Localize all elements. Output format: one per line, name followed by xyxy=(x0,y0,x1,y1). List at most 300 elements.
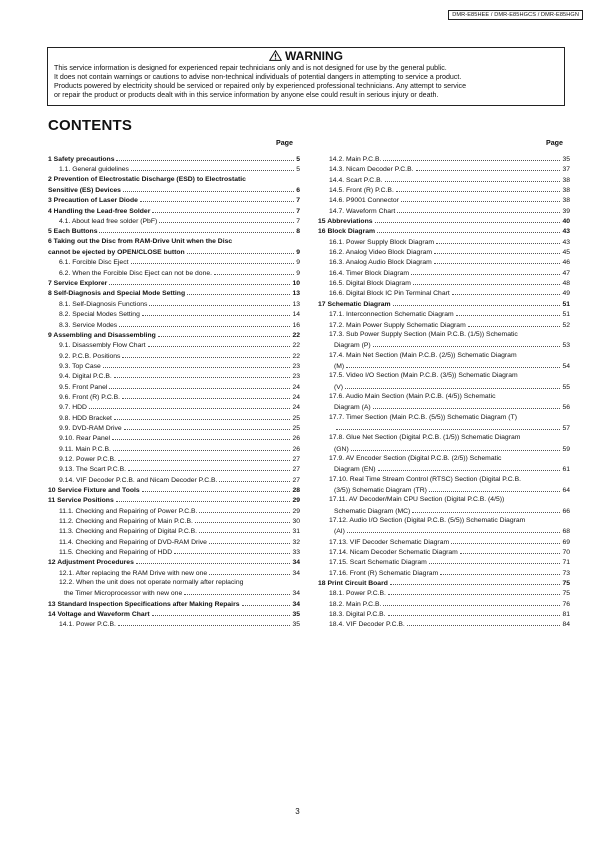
toc-dot-leader xyxy=(116,154,294,161)
toc-dot-leader xyxy=(103,361,291,368)
toc-entry-title: 9.1. Disassembly Flow Chart xyxy=(59,342,146,350)
toc-entry[interactable] xyxy=(318,485,570,495)
toc-entry[interactable] xyxy=(318,413,570,423)
toc-entry-page: 30 xyxy=(292,518,300,526)
toc-dot-leader xyxy=(396,185,561,192)
toc-entry-page: 5 xyxy=(296,166,300,174)
toc-entry[interactable] xyxy=(48,485,300,495)
page-column-label-left: Page xyxy=(276,139,293,147)
toc-entry[interactable] xyxy=(48,444,300,454)
toc-entry-page: 34 xyxy=(292,600,300,608)
toc-entry[interactable] xyxy=(318,454,570,464)
toc-dot-leader xyxy=(124,423,291,430)
toc-entry[interactable] xyxy=(48,257,300,267)
toc-dot-leader xyxy=(142,309,291,316)
toc-entry[interactable] xyxy=(318,206,570,216)
toc-dot-leader xyxy=(209,568,290,575)
toc-entry-title: 18.3. Digital P.C.B. xyxy=(329,611,386,619)
toc-entry-title: 11.5. Checking and Repairing of HDD xyxy=(59,549,173,557)
toc-entry[interactable] xyxy=(318,537,570,547)
toc-entry[interactable] xyxy=(318,154,570,164)
toc-entry-page: 66 xyxy=(562,507,570,515)
toc-dot-leader xyxy=(452,288,561,295)
toc-entry-page: 9 xyxy=(296,249,300,257)
toc-dot-leader xyxy=(385,175,561,182)
toc-entry-page: 13 xyxy=(292,290,300,298)
toc-entry[interactable] xyxy=(48,599,300,609)
toc-entry-title: 17.9. AV Encoder Section (Digital P.C.B. (2/5)) Schematic xyxy=(329,454,502,462)
contents-title: CONTENTS xyxy=(48,117,133,134)
toc-dot-leader xyxy=(434,257,561,264)
toc-entry-page: 55 xyxy=(562,383,570,391)
toc-entry-page: 51 xyxy=(562,300,570,308)
toc-entry-page: 38 xyxy=(562,197,570,205)
toc-entry-title: 17.15. Scart Schematic Diagram xyxy=(329,559,427,567)
toc-entry[interactable] xyxy=(318,506,570,516)
toc-dot-leader xyxy=(118,454,291,461)
toc-entry[interactable] xyxy=(318,268,570,278)
toc-entry-title: 9.6. Front (R) P.C.B. xyxy=(59,393,121,401)
toc-entry-title: 2 Prevention of Electrostatic Discharge (ESD) to Electrostatic xyxy=(48,175,246,183)
toc-entry-title: 1.1. General guidelines xyxy=(59,166,129,174)
toc-dot-leader xyxy=(351,444,561,451)
toc-entry-title: 11 Service Positions xyxy=(48,497,114,505)
toc-entry[interactable] xyxy=(318,299,570,309)
toc-column-left xyxy=(48,154,300,630)
toc-entry[interactable] xyxy=(318,340,570,350)
toc-entry-page: 16 xyxy=(292,321,300,329)
toc-dot-leader xyxy=(248,175,298,181)
toc-entry-title: 8.2. Special Modes Setting xyxy=(59,311,140,319)
toc-entry-page: 22 xyxy=(292,331,300,339)
toc-entry-page: 76 xyxy=(562,600,570,608)
toc-entry-page: 57 xyxy=(562,424,570,432)
toc-dot-leader xyxy=(140,195,294,202)
toc-entry[interactable] xyxy=(48,371,300,381)
toc-dot-leader xyxy=(383,154,560,161)
toc-entry-title: 7 Service Explorer xyxy=(48,280,108,288)
toc-entry[interactable] xyxy=(318,288,570,298)
toc-entry-title: 6.1. Forcible Disc Eject xyxy=(59,259,129,267)
toc-entry-title: 9.2. P.C.B. Positions xyxy=(59,352,121,360)
toc-entry-page: 24 xyxy=(292,393,300,401)
toc-entry-title: 17.6. Audio Main Section (Main P.C.B. (4/5)) Schematic xyxy=(329,392,496,400)
toc-dot-leader xyxy=(393,299,561,306)
toc-dot-leader xyxy=(116,495,291,502)
toc-entry-title: 12 Adjustment Procedures xyxy=(48,559,134,567)
toc-dot-leader xyxy=(497,392,568,398)
toc-dot-leader xyxy=(522,433,568,439)
toc-entry-page: 54 xyxy=(562,362,570,370)
toc-entry[interactable] xyxy=(318,444,570,454)
toc-entry-title: 18.2. Main P.C.B. xyxy=(329,600,382,608)
toc-entry-page: 7 xyxy=(296,207,300,215)
toc-entry-page: 73 xyxy=(562,569,570,577)
toc-entry[interactable] xyxy=(318,278,570,288)
toc-entry[interactable] xyxy=(318,526,570,536)
toc-entry[interactable] xyxy=(318,516,570,526)
toc-entry[interactable] xyxy=(48,454,300,464)
toc-entry-page: 47 xyxy=(562,269,570,277)
toc-dot-leader xyxy=(114,371,291,378)
toc-entry[interactable] xyxy=(318,330,570,340)
toc-entry-title: 14.4. Scart P.C.B. xyxy=(329,176,383,184)
toc-entry-page: 81 xyxy=(562,611,570,619)
toc-entry[interactable] xyxy=(48,268,300,278)
toc-entry-page: 35 xyxy=(292,621,300,629)
toc-entry-page: 24 xyxy=(292,404,300,412)
toc-entry-page: 10 xyxy=(292,280,300,288)
toc-entry[interactable] xyxy=(48,175,300,185)
toc-entry[interactable] xyxy=(48,320,300,330)
toc-entry[interactable] xyxy=(318,495,570,505)
toc-entry-title: 8.3. Service Modes xyxy=(59,321,118,329)
toc-entry[interactable] xyxy=(48,216,300,226)
toc-entry-title: 9.8. HDD Bracket xyxy=(59,414,112,422)
toc-entry[interactable] xyxy=(48,309,300,319)
toc-entry[interactable] xyxy=(48,423,300,433)
toc-dot-leader xyxy=(506,495,568,501)
toc-entry[interactable] xyxy=(48,392,300,402)
toc-entry-page: 25 xyxy=(292,424,300,432)
toc-entry-page: 40 xyxy=(562,218,570,226)
toc-entry-page: 33 xyxy=(292,549,300,557)
toc-dot-leader xyxy=(122,392,290,399)
toc-entry[interactable] xyxy=(318,423,570,433)
toc-entry-page: 22 xyxy=(292,342,300,350)
toc-entry-page: 53 xyxy=(562,342,570,350)
toc-entry-page: 35 xyxy=(292,611,300,619)
toc-entry[interactable] xyxy=(318,371,570,381)
toc-entry[interactable] xyxy=(318,578,570,588)
toc-dot-leader xyxy=(184,588,290,595)
toc-entry[interactable] xyxy=(48,340,300,350)
toc-entry[interactable] xyxy=(48,568,300,578)
toc-entry[interactable] xyxy=(48,495,300,505)
toc-entry-page: 13 xyxy=(292,300,300,308)
toc-entry-page: 23 xyxy=(292,373,300,381)
toc-entry-page: 34 xyxy=(292,569,300,577)
toc-entry-title: 17.10. Real Time Stream Control (RTSC) Section (Digital P.C.B. xyxy=(329,475,522,483)
toc-entry[interactable] xyxy=(48,413,300,423)
toc-dot-leader xyxy=(434,247,560,254)
toc-entry-title: 9.3. Top Case xyxy=(59,362,101,370)
toc-entry-title: 14 Voltage and Waveform Chart xyxy=(48,611,150,619)
toc-entry[interactable] xyxy=(48,330,300,340)
toc-entry[interactable] xyxy=(48,588,300,598)
toc-entry-page: 35 xyxy=(562,156,570,163)
toc-entry-page: 45 xyxy=(562,249,570,257)
toc-entry[interactable] xyxy=(48,361,300,371)
toc-entry[interactable] xyxy=(48,278,300,288)
toc-entry-title: 17.12. Audio I/O Section (Digital P.C.B. (5/5)) Schematic Diagram xyxy=(329,517,526,525)
toc-entry[interactable] xyxy=(318,464,570,474)
toc-dot-leader xyxy=(148,340,291,347)
toc-entry-page: 24 xyxy=(292,383,300,391)
toc-dot-leader xyxy=(128,464,290,471)
toc-entry[interactable] xyxy=(318,568,570,578)
toc-entry[interactable] xyxy=(318,320,570,330)
toc-entry[interactable] xyxy=(48,433,300,443)
toc-entry-page: 75 xyxy=(562,580,570,588)
toc-entry-title: 17.14. Nicam Decoder Schematic Diagram xyxy=(329,549,458,557)
warning-line: Products powered by electricity should be serviced or repaired only by experienced professional technicians. Any attempt to service xyxy=(54,82,467,90)
toc-dot-leader xyxy=(109,278,290,285)
toc-entry-page: 29 xyxy=(292,497,300,505)
toc-dot-leader xyxy=(234,237,298,243)
toc-entry[interactable] xyxy=(48,164,300,174)
toc-entry-title: 8.1. Self-Diagnosis Functions xyxy=(59,300,148,308)
toc-entry-title: 17.3. Sub Power Supply Section (Main P.C.B. (1/5)) Schematic xyxy=(329,330,518,338)
toc-dot-leader xyxy=(131,164,294,171)
toc-entry-page: 56 xyxy=(562,404,570,412)
toc-entry-page: 39 xyxy=(562,207,570,215)
toc-entry-title: 4.1. About lead free solder (PbF) xyxy=(59,218,158,226)
toc-entry-title: 16.1. Power Supply Block Diagram xyxy=(329,238,435,246)
toc-entry[interactable] xyxy=(318,392,570,402)
toc-entry-title: 12.2. When the unit does not operate normally after replacing xyxy=(59,579,244,587)
toc-dot-leader xyxy=(345,382,560,389)
toc-entry[interactable] xyxy=(48,464,300,474)
toc-dot-leader xyxy=(119,320,290,327)
toc-entry-title: 9.14. VIF Decoder P.C.B. and Nicam Decoder P.C.B. xyxy=(59,476,218,484)
toc-dot-leader xyxy=(187,247,295,254)
toc-entry-title: 17.5. Video I/O Section (Main P.C.B. (3/5)) Schematic Diagram xyxy=(329,372,518,380)
toc-entry-page: 27 xyxy=(292,455,300,463)
toc-entry-title: cannot be ejected by OPEN/CLOSE button xyxy=(48,249,185,257)
toc-dot-leader xyxy=(390,578,561,585)
toc-entry[interactable] xyxy=(318,599,570,609)
toc-dot-leader xyxy=(245,578,298,584)
toc-entry[interactable] xyxy=(48,206,300,216)
warning-triangle-icon xyxy=(269,50,282,64)
toc-entry-title: 16.5. Digital Block Diagram xyxy=(329,280,411,288)
toc-entry[interactable] xyxy=(48,237,300,247)
toc-dot-leader xyxy=(451,537,560,544)
toc-dot-leader xyxy=(412,506,560,513)
toc-entry-page: 61 xyxy=(562,466,570,474)
toc-entry-page: 9 xyxy=(296,269,300,277)
toc-entry[interactable] xyxy=(318,382,570,392)
warning-heading xyxy=(54,50,558,64)
toc-entry[interactable] xyxy=(318,247,570,257)
toc-entry[interactable] xyxy=(318,309,570,319)
toc-dot-leader xyxy=(131,257,295,264)
toc-entry-page: 64 xyxy=(562,487,570,494)
toc-entry[interactable] xyxy=(318,226,570,236)
toc-dot-leader xyxy=(209,537,290,544)
toc-entry-page: 28 xyxy=(292,487,300,494)
toc-entry[interactable] xyxy=(318,361,570,371)
toc-entry[interactable] xyxy=(48,475,300,485)
toc-entry-page: 43 xyxy=(562,238,570,246)
toc-dot-leader xyxy=(347,526,560,533)
toc-entry-title: 12.1. After replacing the RAM Drive with new one xyxy=(59,569,208,577)
toc-entry[interactable] xyxy=(48,516,300,526)
toc-entry[interactable] xyxy=(318,588,570,598)
toc-entry[interactable] xyxy=(318,175,570,185)
toc-entry-title: 9 Assembling and Disassembling xyxy=(48,331,156,339)
toc-dot-leader xyxy=(436,237,560,244)
toc-entry-title: 17.8. Glue Net Section (Digital P.C.B. (1/5)) Schematic Diagram xyxy=(329,434,521,442)
toc-entry[interactable] xyxy=(48,547,300,557)
toc-entry-title: (AI) xyxy=(334,528,345,536)
toc-entry-page: 26 xyxy=(292,435,300,443)
toc-dot-leader xyxy=(336,423,560,430)
toc-entry-title: 17.11. AV Decoder/Main CPU Section (Digital P.C.B. (4/5)) xyxy=(329,496,505,504)
toc-entry[interactable] xyxy=(318,351,570,361)
toc-entry[interactable] xyxy=(48,288,300,298)
toc-entry[interactable] xyxy=(48,382,300,392)
toc-entry-title: 14.5. Front (R) P.C.B. xyxy=(329,187,394,195)
toc-entry[interactable] xyxy=(48,247,300,257)
toc-dot-leader xyxy=(136,557,291,564)
toc-dot-leader xyxy=(520,371,568,377)
toc-entry-title: 14.3. Nicam Decoder P.C.B. xyxy=(329,166,414,174)
toc-dot-leader xyxy=(242,599,291,606)
page-column-label-right: Page xyxy=(546,139,563,147)
toc-entry-title: 6 Taking out the Disc from RAM-Drive Unit when the Disc xyxy=(48,237,233,245)
toc-entry-title: 5 Each Buttons xyxy=(48,228,98,236)
toc-dot-leader xyxy=(373,340,561,347)
toc-entry-title: (GN) xyxy=(334,445,349,453)
toc-entry[interactable] xyxy=(48,402,300,412)
toc-dot-leader xyxy=(219,475,290,482)
toc-entry[interactable] xyxy=(318,609,570,619)
toc-entry-page: 68 xyxy=(562,528,570,536)
toc-entry-title: 14.2. Main P.C.B. xyxy=(329,156,382,163)
toc-entry[interactable] xyxy=(318,547,570,557)
toc-entry-title: 6.2. When the Forcible Disc Eject can not be done. xyxy=(59,269,213,277)
toc-entry-page: 22 xyxy=(292,352,300,360)
toc-dot-leader xyxy=(388,609,561,616)
toc-entry[interactable] xyxy=(318,216,570,226)
toc-entry[interactable] xyxy=(48,299,300,309)
toc-entry[interactable] xyxy=(48,185,300,195)
toc-dot-leader xyxy=(114,413,291,420)
toc-entry-page: 75 xyxy=(562,590,570,598)
toc-entry-title: 17.7. Timer Section (Main P.C.B. (5/5)) Schematic Diagram (T) xyxy=(329,413,517,421)
toc-entry[interactable] xyxy=(48,351,300,361)
toc-entry[interactable] xyxy=(318,164,570,174)
toc-entry-title: 3 Precaution of Laser Diode xyxy=(48,197,138,205)
toc-entry-title: 9.4. Digital P.C.B. xyxy=(59,373,112,381)
toc-entry[interactable] xyxy=(48,578,300,588)
toc-entry[interactable] xyxy=(318,557,570,567)
toc-dot-leader xyxy=(142,485,291,492)
toc-entry-page: 8 xyxy=(296,228,300,236)
toc-entry-page: 70 xyxy=(562,549,570,557)
toc-entry-title: (3/5)) Schematic Diagram (TR) xyxy=(334,487,427,494)
toc-entry-page: 37 xyxy=(562,166,570,174)
toc-entry-title: 4 Handling the Lead-free Solder xyxy=(48,207,151,215)
toc-dot-leader xyxy=(199,526,290,533)
toc-entry[interactable] xyxy=(48,609,300,619)
toc-entry-title: 11.3. Checking and Repairing of Digital P.C.B. xyxy=(59,528,198,536)
toc-entry-title: 16 Block Diagram xyxy=(318,228,376,236)
toc-entry-title: 14.1. Power P.C.B. xyxy=(59,621,116,629)
toc-dot-leader xyxy=(383,599,560,606)
toc-dot-leader xyxy=(199,506,290,513)
model-header: DMR-E85HEE / DMR-E85HGCS / DMR-E85HGN xyxy=(448,10,583,20)
toc-dot-leader xyxy=(519,351,568,357)
toc-dot-leader xyxy=(440,568,560,575)
toc-dot-leader xyxy=(89,402,290,409)
page-number: 3 xyxy=(295,807,300,816)
toc-entry-page: 25 xyxy=(292,414,300,422)
toc-entry[interactable] xyxy=(48,506,300,516)
toc-entry-title: 16.4. Timer Block Diagram xyxy=(329,269,410,277)
toc-entry[interactable] xyxy=(318,475,570,485)
toc-entry[interactable] xyxy=(48,526,300,536)
toc-entry-title: the Timer Microprocessor with new one xyxy=(64,590,183,598)
toc-entry-title: 17.4. Main Net Section (Main P.C.B. (2/5)) Schematic Diagram xyxy=(329,351,517,359)
toc-entry-page: 34 xyxy=(292,559,300,567)
toc-dot-leader xyxy=(375,216,561,223)
toc-dot-leader xyxy=(195,516,291,523)
toc-entry-title: 9.13. The Scart P.C.B. xyxy=(59,466,126,474)
toc-dot-leader xyxy=(503,454,568,460)
toc-entry[interactable] xyxy=(318,619,570,629)
toc-entry-page: 7 xyxy=(296,218,300,226)
toc-entry[interactable] xyxy=(48,195,300,205)
toc-dot-leader xyxy=(416,164,561,171)
toc-entry[interactable] xyxy=(48,619,300,629)
toc-entry-page: 14 xyxy=(292,311,300,319)
toc-dot-leader xyxy=(149,299,290,306)
toc-dot-leader xyxy=(378,464,561,471)
toc-dot-leader xyxy=(377,226,560,233)
toc-dot-leader xyxy=(174,547,290,554)
toc-entry[interactable] xyxy=(318,257,570,267)
toc-dot-leader xyxy=(159,216,294,223)
toc-dot-leader xyxy=(456,309,561,316)
toc-entry[interactable] xyxy=(48,537,300,547)
toc-entry[interactable] xyxy=(318,185,570,195)
toc-entry[interactable] xyxy=(48,557,300,567)
toc-entry-title: 9.12. Power P.C.B. xyxy=(59,455,116,463)
toc-entry[interactable] xyxy=(318,433,570,443)
toc-dot-leader xyxy=(527,516,568,522)
toc-entry[interactable] xyxy=(318,195,570,205)
toc-entry-title: (V) xyxy=(334,383,344,391)
toc-entry-page: 6 xyxy=(296,187,300,195)
toc-dot-leader xyxy=(118,619,291,626)
toc-entry-title: 8 Self-Diagnosis and Special Mode Setting xyxy=(48,290,186,298)
toc-entry-title: 10 Service Fixture and Tools xyxy=(48,487,140,494)
toc-entry-title: 1 Safety precautions xyxy=(48,156,115,163)
toc-entry-title: Sensitive (ES) Devices xyxy=(48,187,121,195)
toc-dot-leader xyxy=(109,382,290,389)
toc-dot-leader xyxy=(388,588,561,595)
toc-entry-title: 11.2. Checking and Repairing of Main P.C.B. xyxy=(59,518,193,526)
toc-dot-leader xyxy=(158,330,291,337)
toc-entry[interactable] xyxy=(318,402,570,412)
warning-line: or repair the product or products dealt with in this service information by anyone else could result in serious injury or death. xyxy=(54,91,439,99)
toc-dot-leader xyxy=(122,351,290,358)
toc-entry-page: 48 xyxy=(562,280,570,288)
toc-dot-leader xyxy=(523,475,568,481)
toc-dot-leader xyxy=(152,609,291,616)
toc-dot-leader xyxy=(112,433,290,440)
toc-entry-page: 32 xyxy=(292,538,300,546)
toc-entry[interactable] xyxy=(48,154,300,164)
toc-dot-leader xyxy=(519,413,568,419)
toc-entry[interactable] xyxy=(48,226,300,236)
toc-dot-leader xyxy=(152,206,294,213)
toc-entry[interactable] xyxy=(318,237,570,247)
toc-entry-title: 14.7. Waveform Chart xyxy=(329,207,396,215)
